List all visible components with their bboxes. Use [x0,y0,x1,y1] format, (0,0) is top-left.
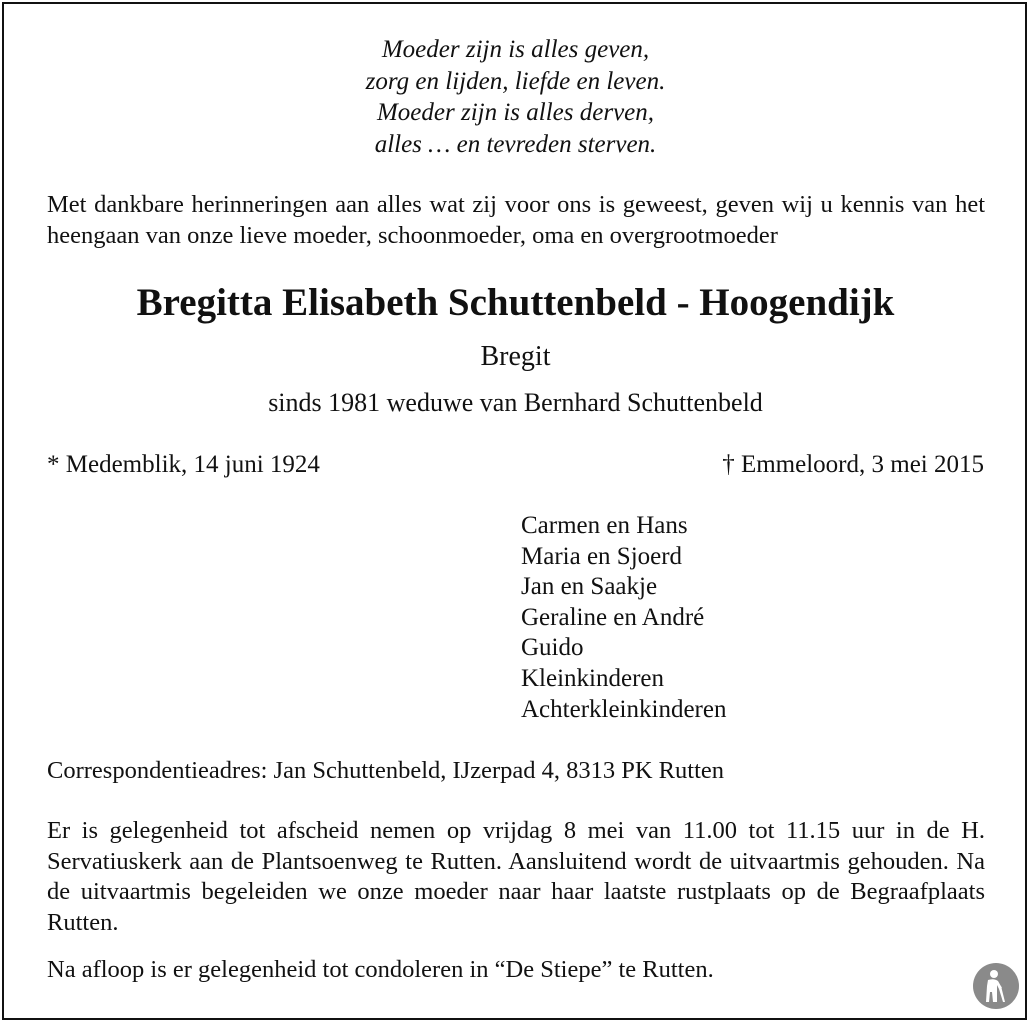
family-member: Guido [521,634,584,662]
family-member: Maria en Sjoerd [521,542,683,570]
family-member: Achterkleinkinderen [521,695,727,723]
intro-text: Met dankbare herinneringen aan alles wat zij voor ons is geweest, geven wij u kennis van het heengaan van onze lieve moeder, schoonmoeder, oma en overgrootmoeder [47,191,985,249]
correspondence-address: Correspondentieadres: Jan Schuttenbeld, IJzerpad 4, 8313 PK Rutten [47,757,725,784]
widow-note: sinds 1981 weduwe van Bernhard Schuttenbeld [268,388,763,417]
condolence-info: Na afloop is er gelegenheid tot condoleren in “De Stiepe” te Rutten. [47,956,714,983]
poem-line: Moeder zijn is alles geven, [381,36,650,63]
poem [0,34,1031,160]
deceased-name: Bregitta Elisabeth Schuttenbeld - Hoogendijk [136,281,895,324]
poem-line: Moeder zijn is alles derven, [376,99,655,126]
family-member: Jan en Saakje [521,573,658,601]
mourning-figure-icon [972,962,1020,1010]
family-member: Geraline en André [521,603,705,631]
deceased-nickname: Bregit [480,341,551,372]
family-member: Carmen en Hans [521,512,688,539]
poem-line: zorg en lijden, liefde en leven. [365,67,666,95]
death-info: † Emmeloord, 3 mei 2015 [722,451,984,478]
family-list [521,511,726,725]
poem-line: alles … en tevreden sterven. [374,130,657,158]
birth-info: * Medemblik, 14 juni 1924 [47,451,320,478]
farewell-info: Er is gelegenheid tot afscheid nemen op vrijdag 8 mei van 11.00 tot 11.15 uur in de H. Servatiuskerk aan de Plantsoenweg te Rutten. Aansluitend wordt de uitvaartmis gehouden. Na de uitvaartmis begeleiden we onze moeder naar haar laatste rustplaats op de Begraafplaats Rutten. [47,817,985,936]
family-member: Kleinkinderen [521,664,665,692]
